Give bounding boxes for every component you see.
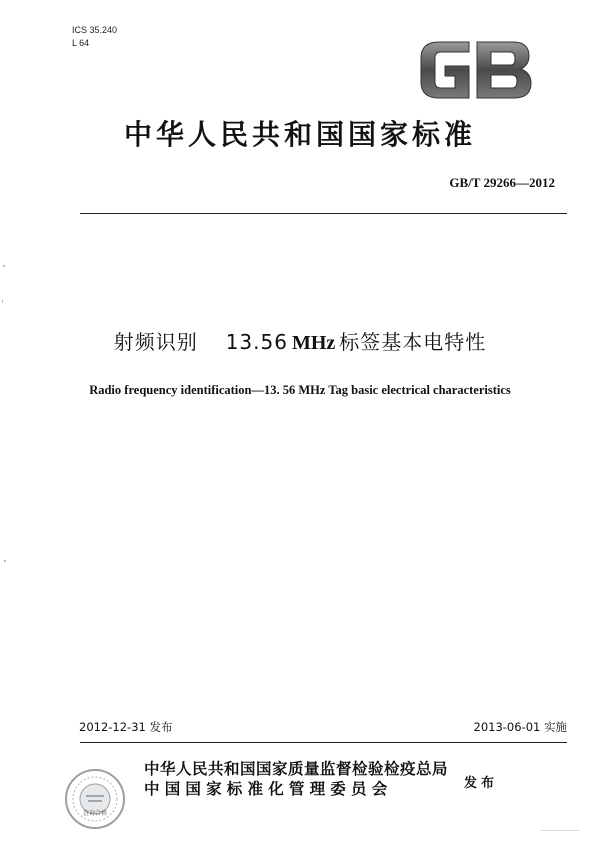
implementation-date: 2013-06-01 实施 [473,720,567,734]
english-title: Radio frequency identification—13. 56 MHz Tag basic electrical characteristics [89,383,511,397]
issuer-aqsiq: 中华人民共和国国家质量监督检验检疫总局 [144,760,449,778]
chinese-title-frequency: 13.56 [225,330,288,354]
national-standard-title: 中华人民共和国国家标准 [123,118,476,151]
chinese-title-unit: MHz [291,332,336,354]
issuing-authorities [144,759,448,799]
publish-label: 发布 [464,776,499,791]
standard-number: GB/T 29266—2012 [449,175,555,190]
bottom-divider [80,742,567,743]
chinese-title-part1: 射频识别 [113,330,198,354]
classification-codes [72,24,117,50]
scan-speck [540,830,580,831]
verification-seal-icon [64,768,126,830]
top-divider [80,213,567,214]
issue-date: 2012-12-31 发布 [79,720,173,734]
ccs-code: L 64 [72,38,90,48]
scan-speck [2,300,3,303]
issuer-sac: 中国国家标准化管理委员会 [144,780,393,798]
chinese-title-part2: 标签基本电特性 [339,330,487,354]
gb-logo [417,38,535,102]
chinese-title [0,326,600,355]
seal-label: 查询合格 [82,810,108,817]
scan-speck [4,560,6,562]
scan-speck [3,265,5,267]
ics-code: ICS 35.240 [72,25,118,35]
